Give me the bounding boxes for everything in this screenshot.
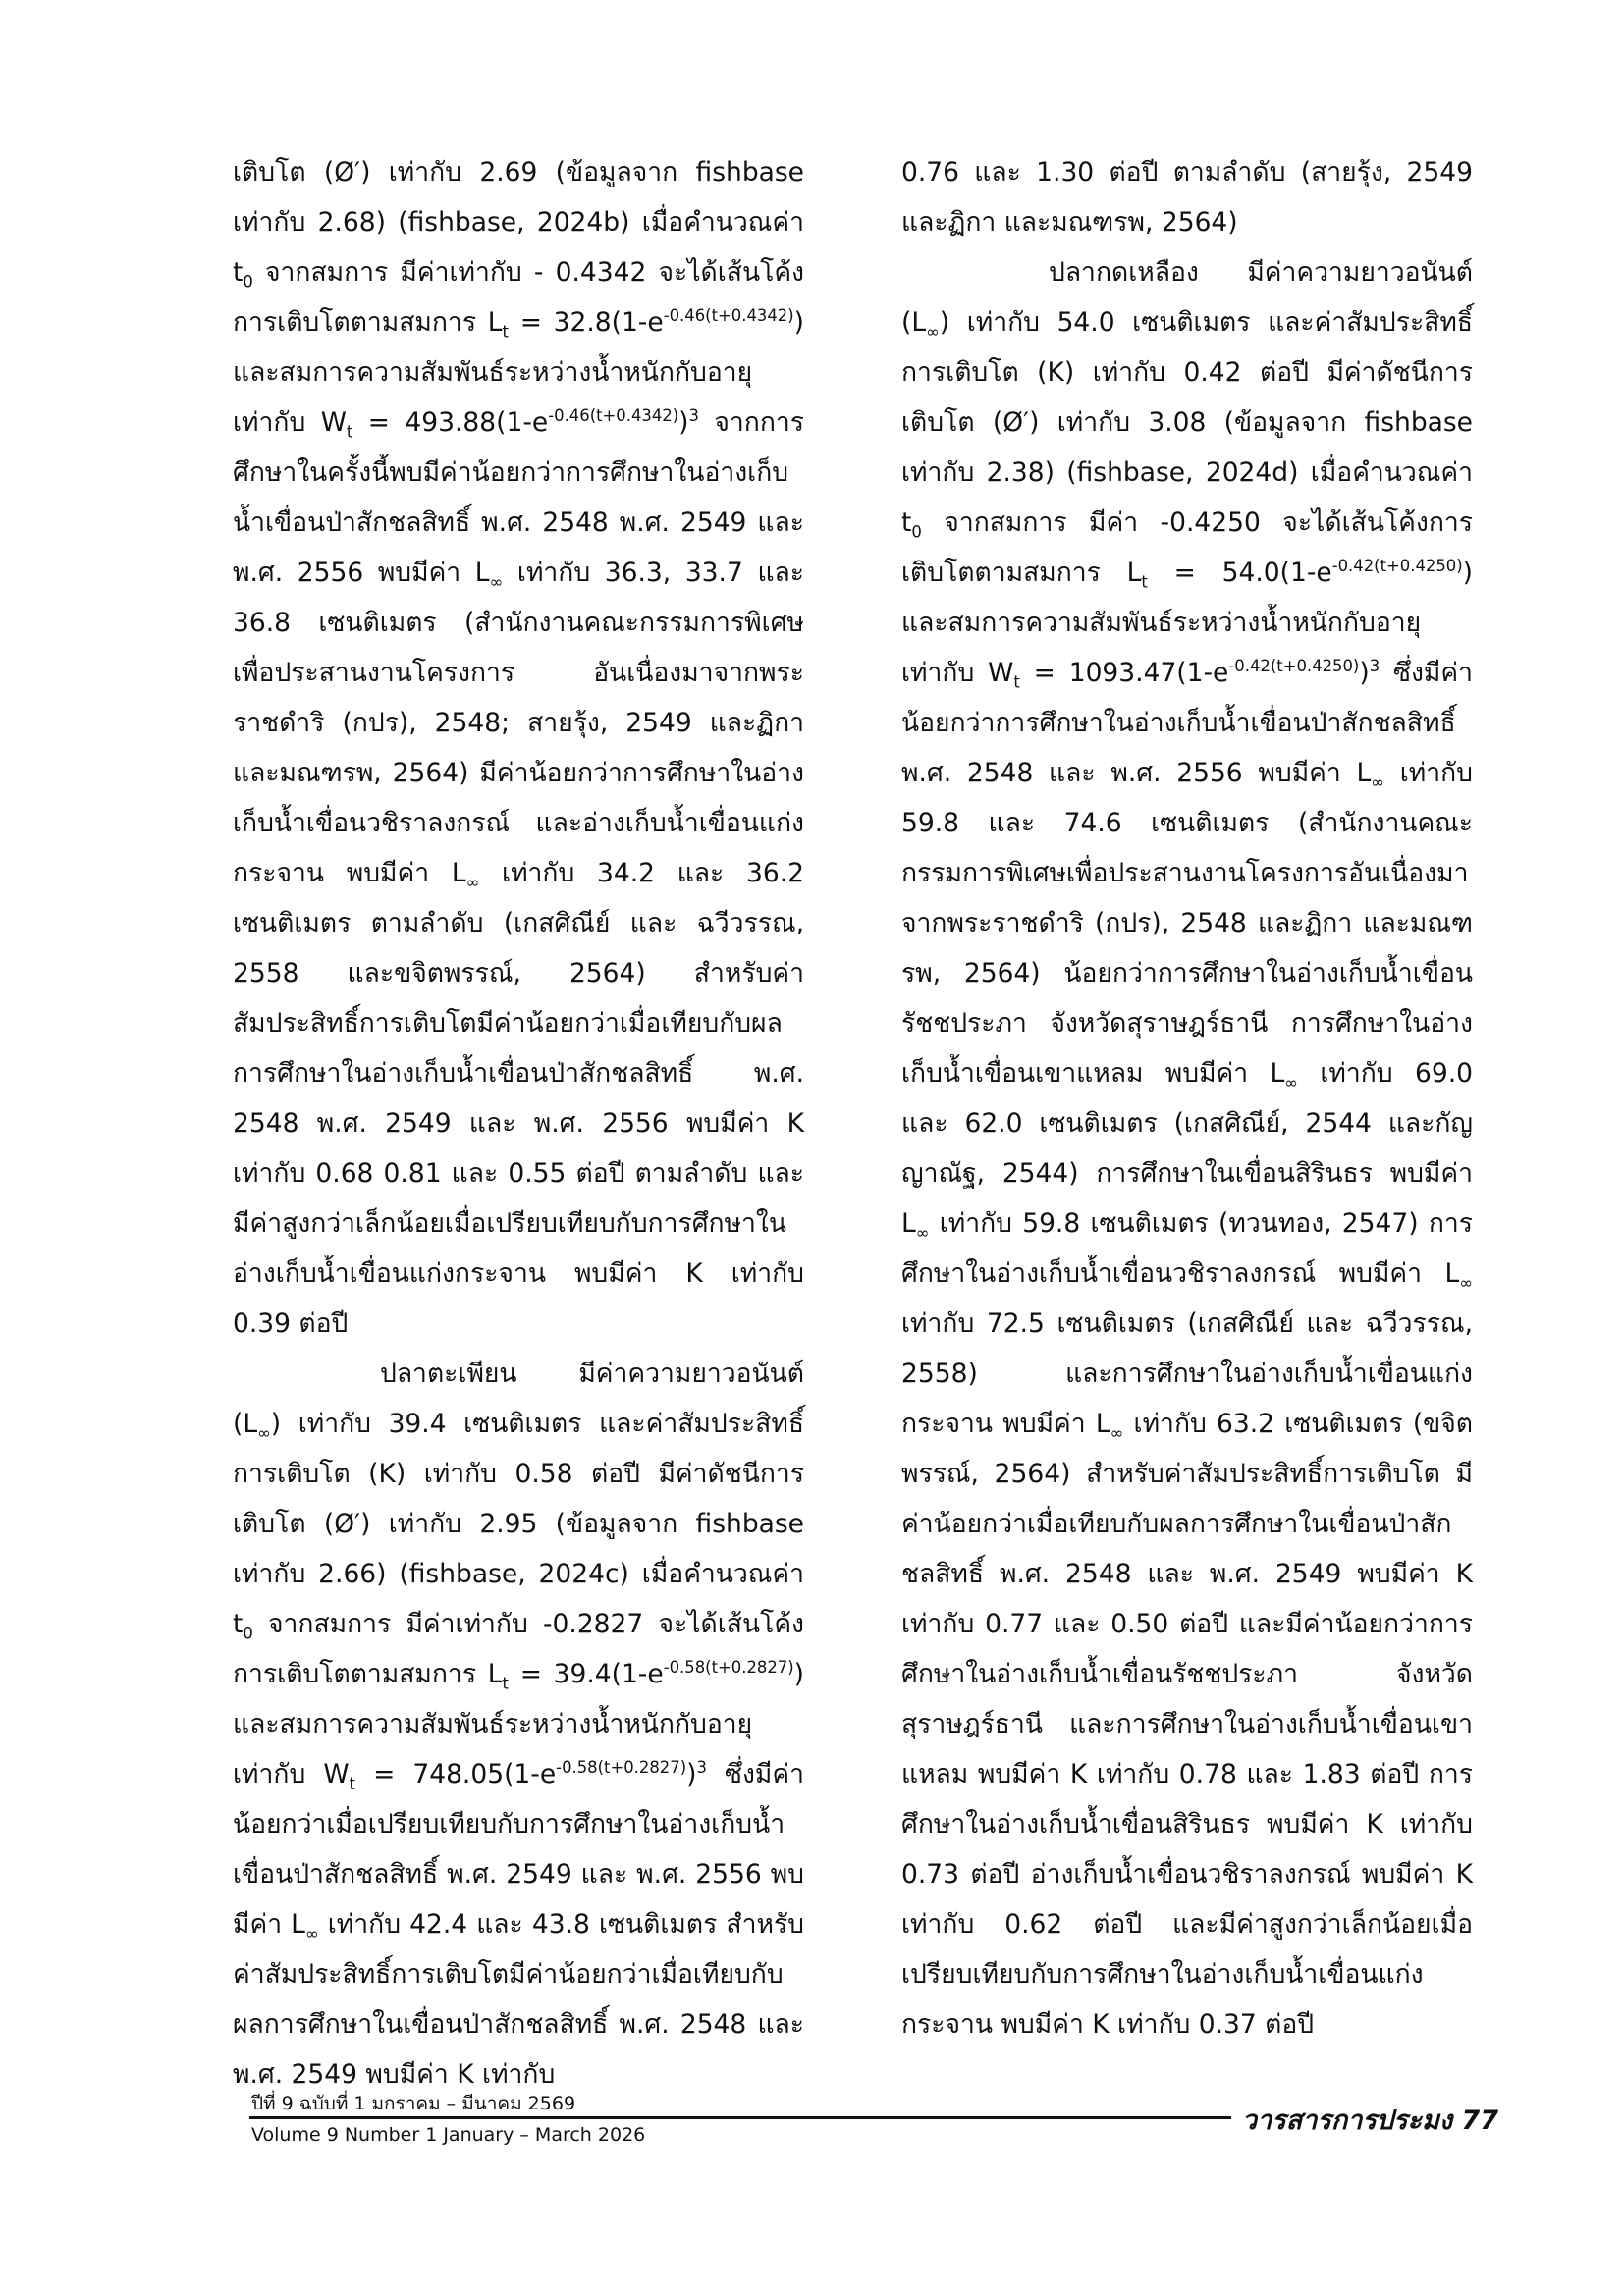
- footer-rule: [249, 2116, 1231, 2119]
- paragraph-pla-taphian: ปลาตะเพียน มีค่าความยาวอนันต์ $(L_\infty)$ เท่ากับ 39.4 เซนติเมตร และค่าสัมประสิทธิ์การเติบโต (K) เท่ากับ 0.58 ต่อปี มีค่าดัชนีการเติบโต (Ø′) เท่ากับ 2.95 (ข้อมูลจาก fishbase เท่ากับ 2.66) (fishbase, 2024c) เมื่อคำนวณค่า $t_0$ จากสมการ มีค่าเท่ากับ -0.2827 จะได้เส้นโค้งการเติบโตตามสมการ $L_t = 39.4(1-e^{-0.58(t+0.2827)})$ และสมการความสัมพันธ์ระหว่างน้ำหนักกับอายุเท่ากับ $W_t = 748.05(1-e^{-0.58(t+0.2827)})^3$ ซึ่งมีค่าน้อยกว่าเมื่อเปรียบเทียบกับการศึกษาในอ่างเก็บน้ำเขื่อนป่าสักชลสิทธิ์ พ.ศ. 2549 และ พ.ศ. 2556 พบมีค่า $L_\infty$ เท่ากับ 42.4 และ 43.8 เซนติเมตร สำหรับค่าสัมประสิทธิ์การเติบโตมีค่าน้อยกว่าเมื่อเทียบกับผลการศึกษาในเขื่อนป่าสักชลสิทธิ์ พ.ศ. 2548 และ พ.ศ. 2549 พบมีค่า K เท่ากับ: [233, 1359, 805, 2090]
- footer-issue-english: Volume 9 Number 1 January – March 2026: [251, 2124, 646, 2146]
- paragraph-pla-taphian-cont: 0.76 และ 1.30 ต่อปี ตามลำดับ (สายรุ้ง, 2549 และฏิกา และมณฑรพ, 2564): [901, 157, 1473, 238]
- paragraph-kplod-growth-cont: เติบโต (Ø′) เท่ากับ 2.69 (ข้อมูลจาก fishbase เท่ากับ 2.68) (fishbase, 2024b) เมื่อคำนวณค่า $t_0$ จากสมการ มีค่าเท่ากับ - 0.4342 จะได้เส้นโค้งการเติบโตตามสมการ $L_t = 32.8(1-e^{-0.46(t+0.4342)})$ และสมการความสัมพันธ์ระหว่างน้ำหนักกับอายุเท่ากับ $W_t = 493.88(1-e^{-0.46(t+0.4342)})^3$ จากการศึกษาในครั้งนี้พบมีค่าน้อยกว่าการศึกษาในอ่างเก็บน้ำเขื่อนป่าสักชลสิทธิ์ พ.ศ. 2548 พ.ศ. 2549 และ พ.ศ. 2556 พบมีค่า $L_\infty$ เท่ากับ 36.3, 33.7 และ 36.8 เซนติเมตร (สำนักงานคณะกรรมการพิเศษเพื่อประสานงานโครงการ อันเนื่องมาจากพระราชดำริ (กปร), 2548; สายรุ้ง, 2549 และฏิกา และมณฑรพ, 2564) มีค่าน้อยกว่าการศึกษาในอ่างเก็บน้ำเขื่อนวชิราลงกรณ์ และอ่างเก็บน้ำเขื่อนแก่งกระจาน พบมีค่า $L_\infty$ เท่ากับ 34.2 และ 36.2 เซนติเมตร ตามลำดับ (เกสศิณีย์ และ ฉวีวรรณ, 2558 และขจิตพรรณ์, 2564) สำหรับค่าสัมประสิทธิ์การเติบโตมีค่าน้อยกว่าเมื่อเทียบกับผลการศึกษาในอ่างเก็บน้ำเขื่อนป่าสักชลสิทธิ์ พ.ศ. 2548 พ.ศ. 2549 และ พ.ศ. 2556 พบมีค่า K เท่ากับ 0.68 0.81 และ 0.55 ต่อปี ตามลำดับ และมีค่าสูงกว่าเล็กน้อยเมื่อเปรียบเทียบกับการศึกษาในอ่างเก็บน้ำเขื่อนแก่งกระจาน พบมีค่า K เท่ากับ 0.39 ต่อปี: [233, 157, 805, 1339]
- left-column: [233, 147, 804, 2100]
- right-column: [901, 147, 1473, 2050]
- page-footer: [249, 2089, 1498, 2148]
- paragraph-pla-kot-lueang: ปลากดเหลือง มีค่าความยาวอนันต์ $(L_\infty)$ เท่ากับ 54.0 เซนติเมตร และค่าสัมประสิทธิ์การเติบโต (K) เท่ากับ 0.42 ต่อปี มีค่าดัชนีการเติบโต (Ø′) เท่ากับ 3.08 (ข้อมูลจาก fishbase เท่ากับ 2.38) (fishbase, 2024d) เมื่อคำนวณค่า $t_0$ จากสมการ มีค่า -0.4250 จะได้เส้นโค้งการเติบโตตามสมการ $L_t = 54.0(1-e^{-0.42(t+0.4250)})$ และสมการความสัมพันธ์ระหว่างน้ำหนักกับอายุเท่ากับ $W_t = 1093.47(1-e^{-0.42(t+0.4250)})^3$ ซึ่งมีค่าน้อยกว่าการศึกษาในอ่างเก็บน้ำเขื่อนป่าสักชลสิทธิ์ พ.ศ. 2548 และ พ.ศ. 2556 พบมีค่า $L_\infty$ เท่ากับ 59.8 และ 74.6 เซนติเมตร (สำนักงานคณะกรรมการพิเศษเพื่อประสานงานโครงการอันเนื่องมาจากพระราชดำริ (กปร), 2548 และฏิกา และมณฑรพ, 2564) น้อยกว่าการศึกษาในอ่างเก็บน้ำเขื่อนรัชชประภา จังหวัดสุราษฎร์ธานี การศึกษาในอ่างเก็บน้ำเขื่อนเขาแหลม พบมีค่า $L_\infty$ เท่ากับ 69.0 และ 62.0 เซนติเมตร (เกสศิณีย์, 2544 และกัญญาณัฐ, 2544) การศึกษาในเขื่อนสิรินธร พบมีค่า $L_\infty$ เท่ากับ 59.8 เซนติเมตร (ทวนทอง, 2547) การศึกษาในอ่างเก็บน้ำเขื่อนวชิราลงกรณ์ พบมีค่า $L_\infty$ เท่ากับ 72.5 เซนติเมตร (เกสศิณีย์ และ ฉวีวรรณ, 2558) และการศึกษาในอ่างเก็บน้ำเขื่อนแก่งกระจาน พบมีค่า $L_\infty$ เท่ากับ 63.2 เซนติเมตร (ขจิตพรรณ์, 2564) สำหรับค่าสัมประสิทธิ์การเติบโต มีค่าน้อยกว่าเมื่อเทียบกับผลการศึกษาในเขื่อนป่าสักชลสิทธิ์ พ.ศ. 2548 และ พ.ศ. 2549 พบมีค่า K เท่ากับ 0.77 และ 0.50 ต่อปี และมีค่าน้อยกว่าการศึกษาในอ่างเก็บน้ำเขื่อนรัชชประภา จังหวัดสุราษฎร์ธานี และการศึกษาในอ่างเก็บน้ำเขื่อนเขาแหลม พบมีค่า K เท่ากับ 0.78 และ 1.83 ต่อปี การศึกษาในอ่างเก็บน้ำเขื่อนสิรินธร พบมีค่า K เท่ากับ 0.73 ต่อปี อ่างเก็บน้ำเขื่อนวชิราลงกรณ์ พบมีค่า K เท่ากับ 0.62 ต่อปี และมีค่าสูงกว่าเล็กน้อยเมื่อเปรียบเทียบกับการศึกษาในอ่างเก็บน้ำเขื่อนแก่งกระจาน พบมีค่า K เท่ากับ 0.37 ต่อปี: [901, 257, 1474, 2040]
- journal-name-page-number: วารสารการประมง 77: [1241, 2106, 1498, 2136]
- footer-issue-thai: ปีที่ 9 ฉบับที่ 1 มกราคม – มีนาคม 2569: [251, 2093, 576, 2114]
